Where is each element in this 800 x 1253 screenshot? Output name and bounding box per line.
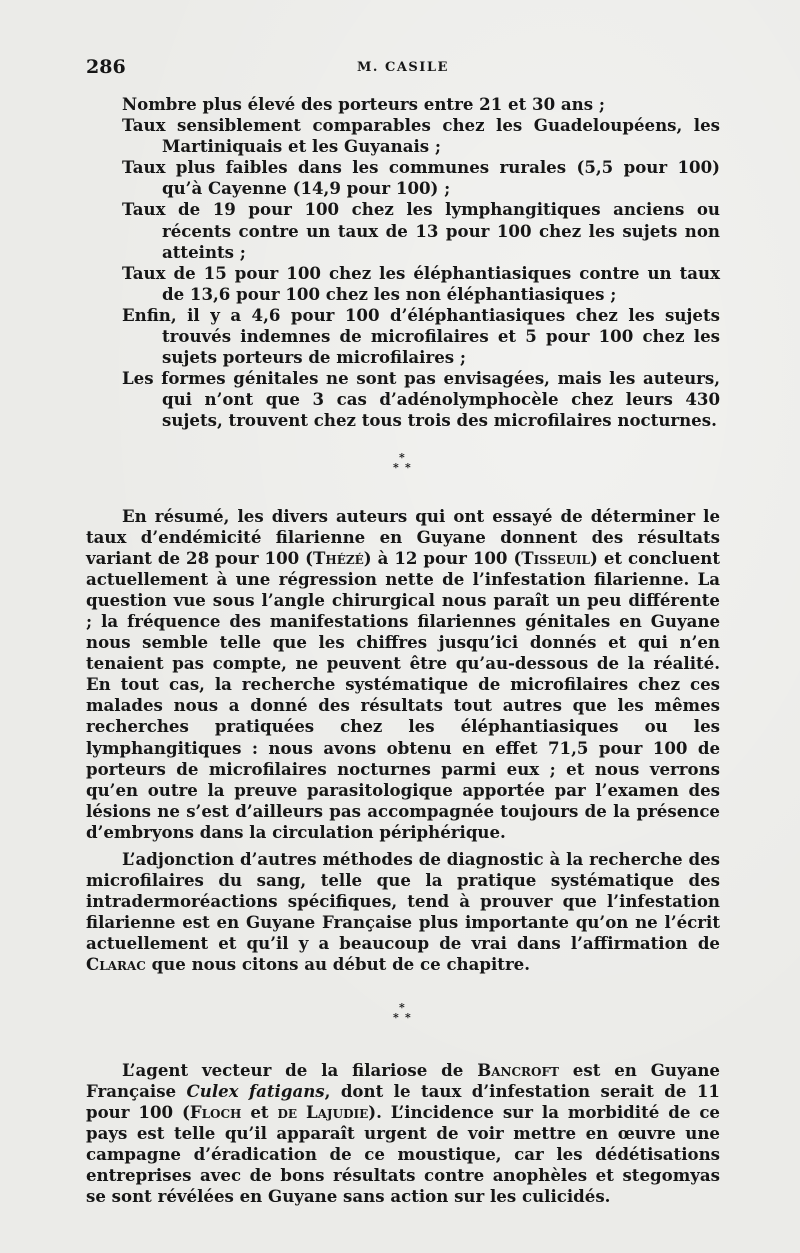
author-name: Bancroft bbox=[477, 1059, 559, 1080]
author-name: de Lajudie bbox=[277, 1101, 369, 1122]
separator-star: * bbox=[393, 460, 399, 474]
author-name: Tisseuil bbox=[521, 547, 590, 568]
running-head bbox=[86, 56, 720, 86]
separator-star: * bbox=[405, 1010, 411, 1024]
separator-star: * bbox=[393, 1010, 399, 1024]
list-item: Taux de 15 pour 100 chez les éléphantiasiques contre un taux de 13,6 pour 100 chez les non éléphantiasiques ; bbox=[122, 262, 720, 304]
list-item: Taux sensiblement comparables chez les Guadeloupéens, les Martiniquais et les Guyanais ; bbox=[122, 115, 720, 157]
section-separator bbox=[86, 996, 720, 1032]
section-separator bbox=[86, 446, 720, 482]
text-span: L’adjonction d’autres méthodes de diagnostic à la recherche des microfilaires du sang, telle que la pratique systématique des intradermoréactions spécifiques, tend à prouver que l’infestation filarienne est en Guyane Française plus importante qu’on ne l’écrit actuellement et qu’il y a beaucoup de vrai dans l’affirmation de bbox=[86, 849, 720, 954]
text-span: est en Guyane Française bbox=[86, 1059, 720, 1101]
text-span: L’agent vecteur de la filariose de bbox=[122, 1059, 478, 1080]
text-span: ). L’incidence sur la morbidité de ce pays est telle qu’il apparaît urgent de voir mettre en œuvre une campagne d’éradication de ce moustique, car les dédétisations entreprises avec de bons résultats contre anophèles et stegomyas se sont révélées en Guyane sans action sur les culicidés. bbox=[86, 1101, 720, 1207]
list-item: Les formes génitales ne sont pas envisagées, mais les auteurs, qui n’ont que 3 cas d’adénolymphocèle chez leurs 430 sujets, trouvent chez tous trois des microfilaires nocturnes. bbox=[122, 368, 720, 431]
separator-star: * bbox=[405, 460, 411, 474]
author-name: Thézé bbox=[313, 547, 364, 568]
text-span: ) et concluent actuellement à une régression nette de l’infestation filarienne. La question vue sous l’angle chirurgical nous paraît un peu différente ; la fréquence des manifestations filariennes génitales en Guyane nous semble telle que les chiffres jusqu’ici donnés et qui n’en tenaient pas compte, ne peuvent être qu’au-dessous de la réalité. En tout cas, la recherche systématique de microfilaires chez ces malades nous a donné des résultats tout autres que les mêmes recherches pratiquées chez les éléphantiasiques ou les lymphangitiques : nous avons obtenu en effet 71,5 pour 100 de porteurs de microfilaires nocturnes parmi eux ; et nous verrons qu’en outre la preuve parasitologique apportée par l’examen des lésions ne s’est d’ailleurs pas accompagnée toujours de la présence d’embryons dans la circulation périphérique. bbox=[86, 547, 721, 842]
author-name: Clarac bbox=[86, 954, 146, 975]
species-name: Culex fatigans bbox=[186, 1080, 325, 1101]
list-item: Enfin, il y a 4,6 pour 100 d’éléphantiasiques chez les sujets trouvés indemnes de microfilaires et 5 pour 100 chez les sujets porteurs de microfilaires ; bbox=[122, 304, 720, 368]
diagnosis-paragraph bbox=[86, 849, 720, 976]
text-span: , dont le taux d’infestation serait de 11 pour 100 ( bbox=[86, 1080, 720, 1122]
list-item: Taux plus faibles dans les communes rurales (5,5 pour 100) qu’à Cayenne (14,9 pour 100) ; bbox=[122, 157, 720, 199]
text-span: ) à 12 pour 100 ( bbox=[363, 547, 522, 568]
text-span: que nous citons au début de ce chapitre. bbox=[145, 954, 531, 975]
separator-star: * bbox=[399, 1000, 405, 1014]
running-title: M. CASILE bbox=[357, 60, 449, 75]
author-name: Floch bbox=[189, 1101, 242, 1122]
text-span: En résumé, les divers auteurs qui ont essayé de déterminer le taux d’endémicité filarienne en Guyane donnent des résultats variant de 28 pour 100 ( bbox=[86, 505, 720, 568]
text-span: et bbox=[241, 1101, 278, 1122]
findings-list bbox=[86, 94, 720, 432]
vector-paragraph bbox=[86, 1060, 720, 1208]
page-number: 286 bbox=[86, 56, 126, 78]
separator-star: * bbox=[399, 450, 405, 464]
summary-paragraph bbox=[86, 506, 720, 844]
list-item: Nombre plus élevé des porteurs entre 21 et 30 ans ; bbox=[122, 94, 605, 114]
list-item: Taux de 19 pour 100 chez les lymphangitiques anciens ou récents contre un taux de 13 pour 100 chez les sujets non atteints ; bbox=[122, 199, 720, 262]
